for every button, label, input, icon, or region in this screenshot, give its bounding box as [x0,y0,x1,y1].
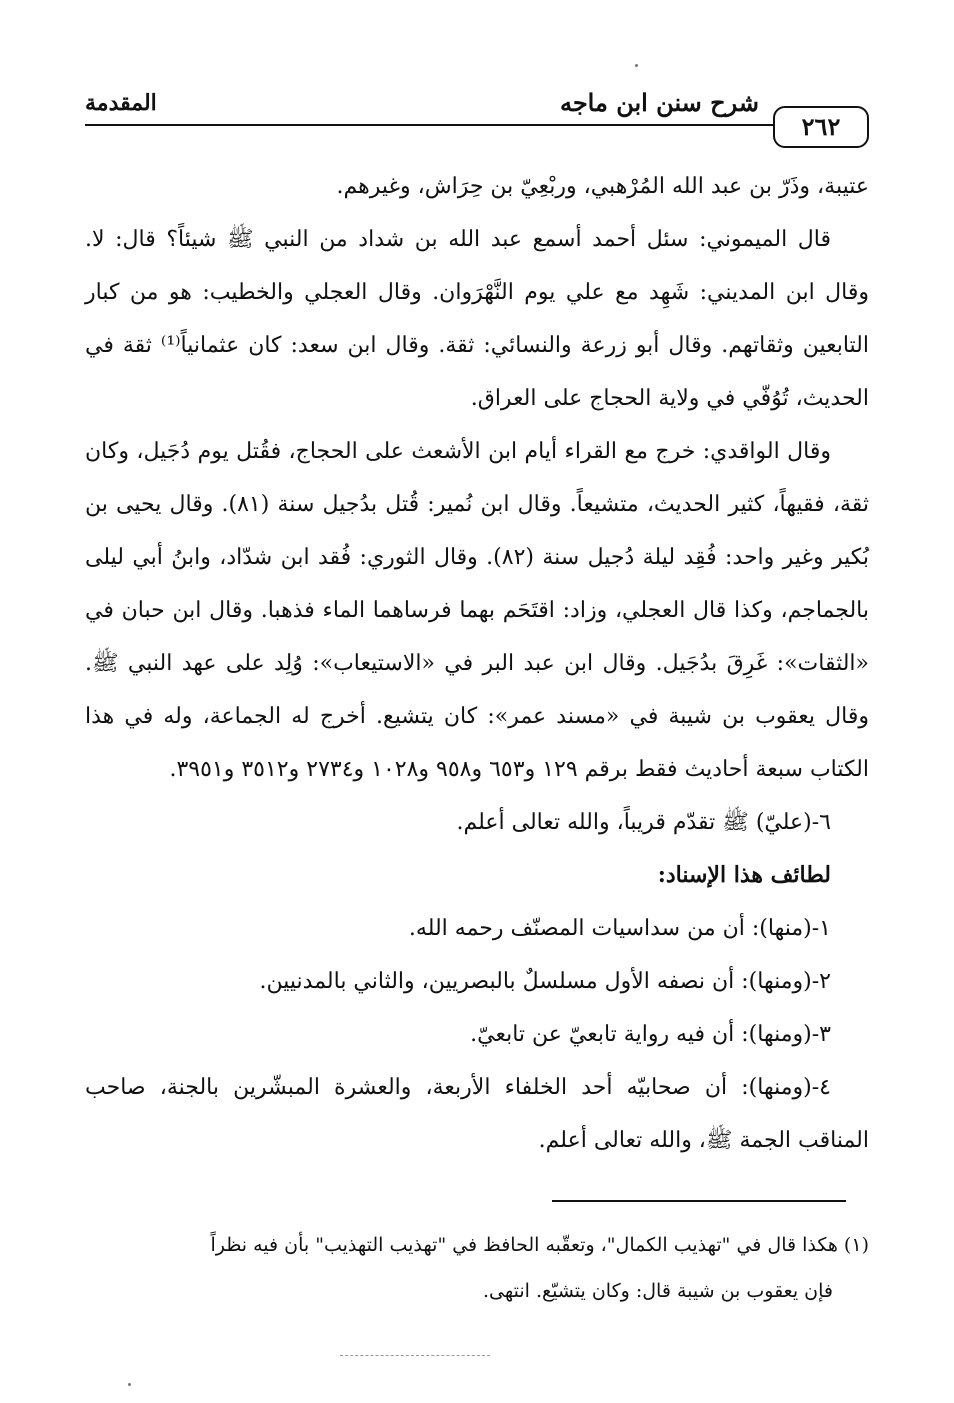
paragraph-waqidi: وقال الواقدي: خرج مع القراء أيام ابن الأشعث على الحجاج، فقُتل يوم دُجَيل، وكان ثقة، فقيهاً، كثير الحديث، متشيعاً. وقال ابن نُمير: قُتل بدُجيل سنة (٨١). وقال يحيى بن بُكير وغير واحد: فُقِد ليلة دُجيل سنة (٨٢). وقال الثوري: فُقد ابن شدّاد، وابنُ أبي ليلى بالجماجم، وكذا قال العجلي، وزاد: اقتَحَم بهما فرساهما الماء فذهبا. وقال ابن حبان في «الثقات»: غَرِقَ بدُجَيل. وقال ابن عبد البر في «الاستيعاب»: وُلِد على عهد النبي ﷺ. وقال يعقوب بن شيبة في «مسند عمر»: كان يتشيع. أخرج له الجماعة، وله في هذا الكتاب سبعة أحاديث فقط برقم ١٢٩ و٦٥٣ و٩٥٨ و١٠٢٨ و٢٧٣٤ و٣٥١٢ و٣٩٥١. [85,439,869,782]
list-item: ١-(منها): أن من سداسيات المصنّف رحمه الله. [408,916,831,941]
list-item: ٢-(ومنها): أن نصفه الأول مسلسلٌ بالبصريين، والثاني بالمدنيين. [259,969,831,994]
footnote-line: فإن يعقوب بن شيبة قال: وكان يتشيّع. انتهى. [482,1280,833,1302]
header-rule [85,124,869,126]
scan-speck [635,64,638,67]
page-number: ٢٦٢ [773,106,869,148]
list-item: ٤-(ومنها): أن صحابيّه أحد الخلفاء الأربعة، والعشرة المبشّرين بالجنة، صاحب المناقب الجمة ﷺ، والله تعالى أعلم. [85,1075,869,1153]
scan-speck [128,1383,131,1386]
scan-artifact-line [340,1355,490,1356]
footnote-rule [552,1200,846,1202]
footnote [85,1222,869,1314]
paragraph-maimuni: قال الميموني: سئل أحمد أسمع عبد الله بن شداد من النبي ﷺ شيئاً؟ قال: لا. وقال ابن المديني: شَهِد مع علي يوم النَّهْرَوان. وقال العجلي والخطيب: هو من كبار التابعين وثقاتهم. وقال أبو زرعة والنسائي: ثقة. وقال ابن سعد: كان عثمانياً⁽¹⁾ ثقة في الحديث، تُوُفّي في ولاية الحجاج على العراق. [85,227,869,411]
main-text [85,160,869,1167]
book-title: شرح سنن ابن ماجه [559,88,759,117]
section-title: المقدمة [85,90,157,116]
list-item: ٣-(ومنها): أن فيه رواية تابعيّ عن تابعيّ. [470,1022,831,1047]
paragraph-continuation: عتيبة، وذَرّ بن عبد الله المُرْهبي، وربْعِيّ بن حِرَاش، وغيرهم. [336,174,869,199]
subheading-lataif: لطائف هذا الإسناد: [657,862,831,888]
page-header [85,78,869,148]
paragraph-ali: ٦-(عليّ) ﷺ تقدّم قريباً، والله تعالى أعلم. [456,810,831,835]
footnote-line: (١) هكذا قال في "تهذيب الكمال"، وتعقّبه الحافظ في "تهذيب التهذيب" بأن فيه نظراً [210,1234,869,1256]
